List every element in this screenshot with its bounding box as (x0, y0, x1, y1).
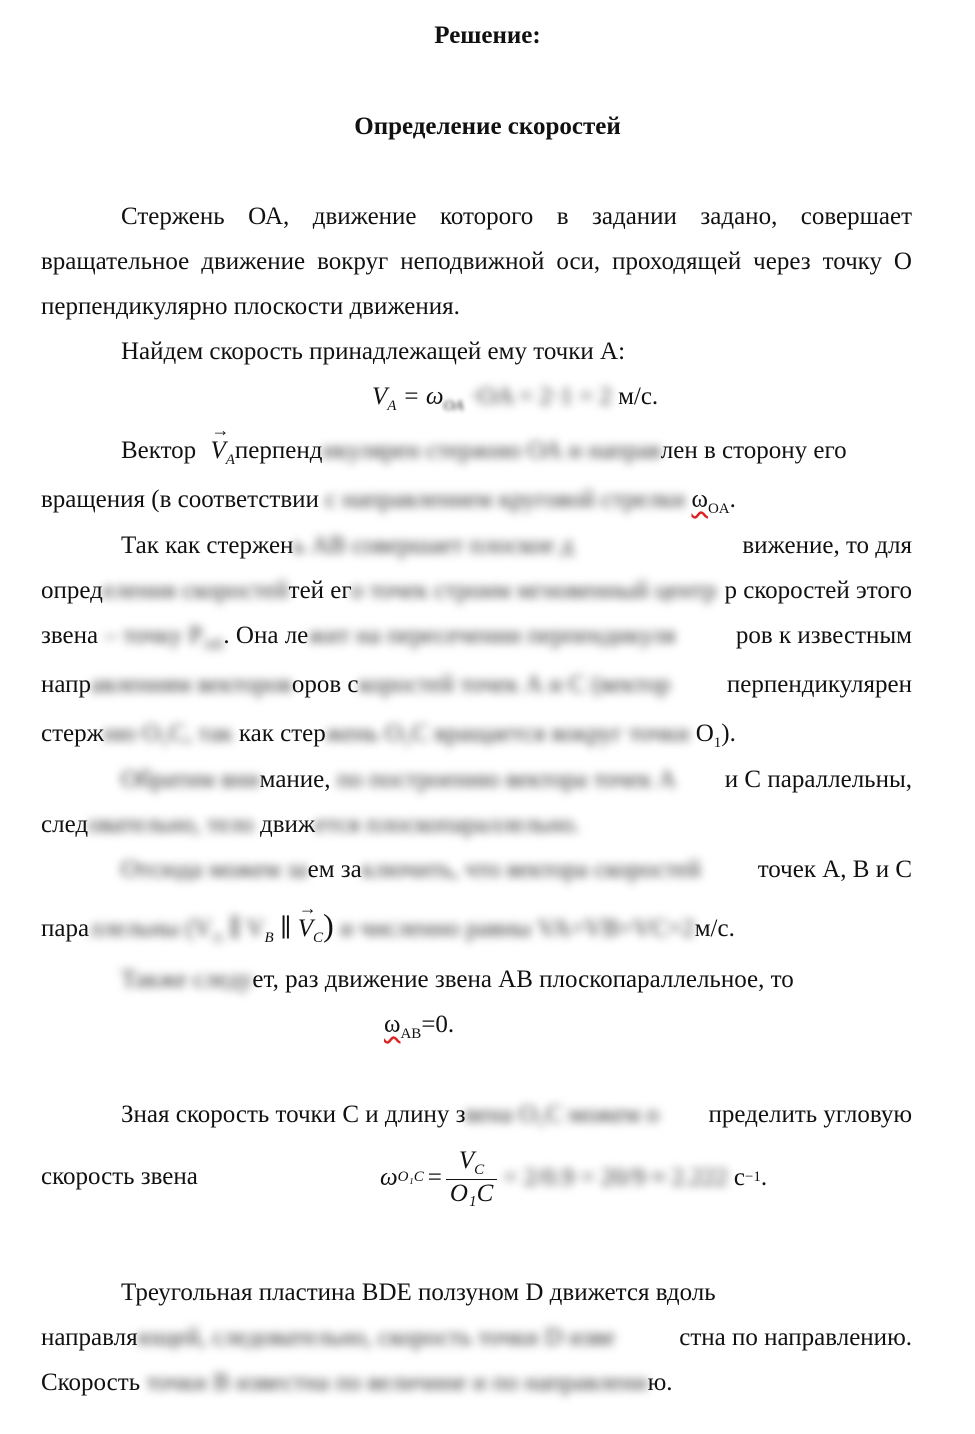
omega-ab-zero: $\omega_{AB}=0$. (384, 1011, 455, 1042)
rod-ab-line4: направлениям вектороворов скоростей точек А и С (вектор перпендикулярен (41, 671, 912, 698)
heading-velocities: Определение скоростей (354, 113, 621, 140)
angular-speed-line1: Зная скорость точки С и длину звена O₁C можем о пределить угловую (121, 1101, 912, 1128)
vector-va-line2: вращения (в соответствии с направлением круговой стрелки $\omega_{OA}$. (41, 486, 736, 517)
heading-solution: Решение: (434, 22, 541, 49)
plate-bde-line2: направляющей, следовательно, скорость точки D изве стна по направлению. (41, 1324, 912, 1351)
find-velocity-text: Найдем скорость принадлежащей ему точки А: (121, 338, 626, 365)
plane-parallel-line: Также следует, раз движение звена АВ плоскопараллельное, то (121, 966, 794, 993)
formula-va: $V_A = \omega_{OA} \cdot OA = 2\cdot 1 = 2$ м/с. (372, 383, 659, 414)
plate-bde-line1: Треугольная пластина BDE ползуном D движется вдоль (121, 1279, 716, 1306)
rod-ab-line5: стержню O₁C, так как стержень O₁C вращается вокруг точки $O_1$). (41, 720, 736, 751)
vector-va-line1: Вектор → $V_Aперпендикулярен$ стержню ОА и направлен в сторону его (121, 437, 847, 469)
rod-ab-line3: звена – точку $P_{AB}$. Она лежит на пересечении перпендикуля ров к известным (41, 622, 912, 653)
note-line1: Обратим внимание, по построению вектора точек А и С параллельны, (121, 766, 912, 793)
angular-speed-label: скорость звена (41, 1163, 198, 1190)
plate-bde-line3: Скорость точки В известна по величине и по направлению. (41, 1369, 673, 1396)
fraction-vc-o1c: $\frac{V_C}{\text{O₁C}}$ (446, 1147, 497, 1208)
parallel-line1: Отсюда можем заем заключить, что вектора скоростей точек А, В и С (121, 856, 912, 883)
rod-ab-line2: определения скоростейтей его точек строим мгновенный центр р скоростей этого (41, 577, 912, 604)
formula-omega-o1c: ω O₁C = $\frac{V_C}{\text{O₁C}}$ = 2/0.9 = 20/9 ≈ 2.222 с −1 . (380, 1147, 768, 1207)
paragraph-rod-oa: Стержень ОА, движение которого в задании задано, совершает вращательное движение вокруг неподвижной оси, проходящей через точку О перпендикулярно плоскости движения. (41, 203, 912, 320)
rod-ab-line1: Так как стержень АВ совершает плоское д вижение, то для (121, 532, 912, 559)
note-line2: следовательно, тело движется плоскопараллельно. (41, 811, 580, 838)
parallel-line2: параллельны ($V_A$ ∥ $V_B$ ∥ → $V_C$) и численно равны VA=VB=VC=2м/с. (41, 907, 735, 947)
